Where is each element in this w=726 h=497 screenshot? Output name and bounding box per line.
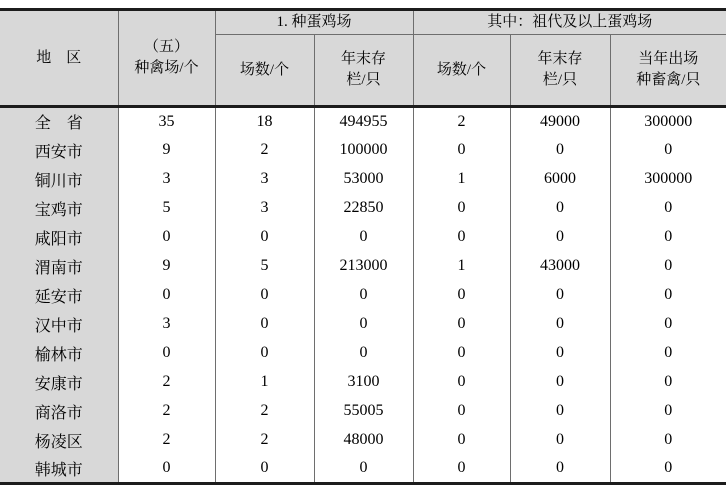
header-egg-farm-count: 场数/个	[215, 35, 314, 107]
value-cell: 1	[413, 165, 510, 194]
value-cell: 0	[413, 194, 510, 223]
value-cell: 55005	[314, 397, 413, 426]
value-cell: 18	[215, 107, 314, 136]
value-cell: 0	[413, 310, 510, 339]
value-cell: 0	[314, 281, 413, 310]
table-row	[0, 252, 726, 281]
region-cell: 全 省	[0, 107, 118, 136]
value-cell: 213000	[314, 252, 413, 281]
value-cell: 0	[215, 281, 314, 310]
table-row	[0, 397, 726, 426]
header-region: 地 区	[0, 10, 118, 107]
region-cell: 汉中市	[0, 310, 118, 339]
value-cell: 0	[413, 455, 510, 484]
value-cell: 0	[510, 223, 610, 252]
value-cell: 0	[664, 286, 673, 303]
region-cell: 西安市	[0, 136, 118, 165]
header-group-egg-chicken-farms: 1. 种蛋鸡场	[215, 10, 413, 35]
value-cell: 0	[314, 455, 413, 484]
value-cell: 300000	[644, 170, 693, 187]
value-cell: 53000	[314, 165, 413, 194]
breeding-poultry-farms-table	[0, 8, 726, 485]
table-row	[0, 426, 726, 455]
header-group-grandparent-egg-farms: 其中：祖代及以上蛋鸡场	[413, 10, 726, 35]
value-cell: 2	[118, 426, 215, 455]
value-cell: 2	[413, 107, 510, 136]
table-header	[0, 10, 726, 107]
value-cell: 0	[510, 339, 610, 368]
value-cell: 5	[118, 194, 215, 223]
value-cell: 5	[215, 252, 314, 281]
table-row	[0, 107, 726, 136]
value-cell: 0	[510, 281, 610, 310]
value-cell: 0	[510, 310, 610, 339]
value-cell: 0	[215, 339, 314, 368]
value-cell: 494955	[314, 107, 413, 136]
region-cell: 榆林市	[0, 339, 118, 368]
value-cell: 0	[664, 402, 673, 419]
value-cell: 48000	[314, 426, 413, 455]
value-cell: 0	[413, 426, 510, 455]
value-cell: 0	[510, 455, 610, 484]
value-cell: 22850	[314, 194, 413, 223]
value-cell: 0	[118, 455, 215, 484]
value-cell: 0	[664, 431, 673, 448]
table-row	[0, 455, 726, 484]
value-cell: 0	[664, 373, 673, 390]
value-cell: 0	[664, 315, 673, 332]
value-cell: 0	[664, 459, 673, 477]
value-cell: 0	[314, 223, 413, 252]
table-row	[0, 194, 726, 223]
region-cell: 渭南市	[0, 252, 118, 281]
table-row	[0, 310, 726, 339]
value-cell: 0	[413, 368, 510, 397]
value-cell: 0	[215, 455, 314, 484]
value-cell: 0	[413, 339, 510, 368]
header-grandparent-yearend-stock: 年末存 栏/只	[510, 35, 610, 107]
value-cell: 49000	[510, 107, 610, 136]
table-row	[0, 368, 726, 397]
value-cell: 300000	[610, 107, 726, 136]
value-cell: 0	[664, 257, 673, 274]
value-cell: 1	[215, 368, 314, 397]
region-cell: 延安市	[0, 281, 118, 310]
value-cell: 0	[118, 339, 215, 368]
header-yearly-output-breeding-stock: 当年出场 种畜禽/只	[610, 35, 726, 107]
region-cell: 宝鸡市	[0, 194, 118, 223]
value-cell: 3	[215, 194, 314, 223]
value-cell: 2	[215, 136, 314, 165]
table-row	[0, 136, 726, 165]
value-cell: 0	[118, 223, 215, 252]
value-cell: 0	[664, 228, 673, 245]
value-cell: 0	[118, 281, 215, 310]
value-cell: 100000	[314, 136, 413, 165]
value-cell: 0	[664, 199, 673, 216]
value-cell: 0	[215, 223, 314, 252]
value-cell: 0	[413, 397, 510, 426]
value-cell: 0	[510, 426, 610, 455]
region-cell: 商洛市	[0, 397, 118, 426]
header-breeding-farms: （五） 种禽场/个	[118, 10, 215, 107]
table-body	[0, 107, 726, 484]
value-cell: 0	[664, 141, 673, 158]
table-row	[0, 339, 726, 368]
region-cell: 安康市	[0, 368, 118, 397]
value-cell: 0	[314, 339, 413, 368]
value-cell: 6000	[510, 165, 610, 194]
value-cell: 0	[510, 136, 610, 165]
header-egg-yearend-stock: 年末存 栏/只	[314, 35, 413, 107]
value-cell: 0	[215, 310, 314, 339]
value-cell: 1	[413, 252, 510, 281]
value-cell: 43000	[510, 252, 610, 281]
table-row	[0, 165, 726, 194]
table-row	[0, 281, 726, 310]
table-row	[0, 223, 726, 252]
value-cell: 0	[413, 223, 510, 252]
value-cell: 2	[118, 397, 215, 426]
value-cell: 0	[510, 368, 610, 397]
value-cell: 0	[314, 310, 413, 339]
value-cell: 2	[215, 397, 314, 426]
value-cell: 0	[510, 397, 610, 426]
region-cell: 铜川市	[0, 165, 118, 194]
value-cell: 0	[413, 281, 510, 310]
region-cell: 杨凌区	[0, 426, 118, 455]
value-cell: 0	[510, 194, 610, 223]
value-cell: 3100	[314, 368, 413, 397]
value-cell: 0	[664, 344, 673, 361]
header-grandparent-farm-count: 场数/个	[413, 35, 510, 107]
value-cell: 0	[413, 136, 510, 165]
value-cell: 9	[118, 252, 215, 281]
value-cell: 3	[118, 165, 215, 194]
value-cell: 3	[215, 165, 314, 194]
value-cell: 3	[118, 310, 215, 339]
value-cell: 9	[118, 136, 215, 165]
value-cell: 35	[118, 107, 215, 136]
value-cell: 2	[215, 426, 314, 455]
header-group-row	[0, 10, 726, 35]
region-cell: 咸阳市	[0, 223, 118, 252]
region-cell: 韩城市	[0, 455, 118, 484]
value-cell: 2	[118, 368, 215, 397]
